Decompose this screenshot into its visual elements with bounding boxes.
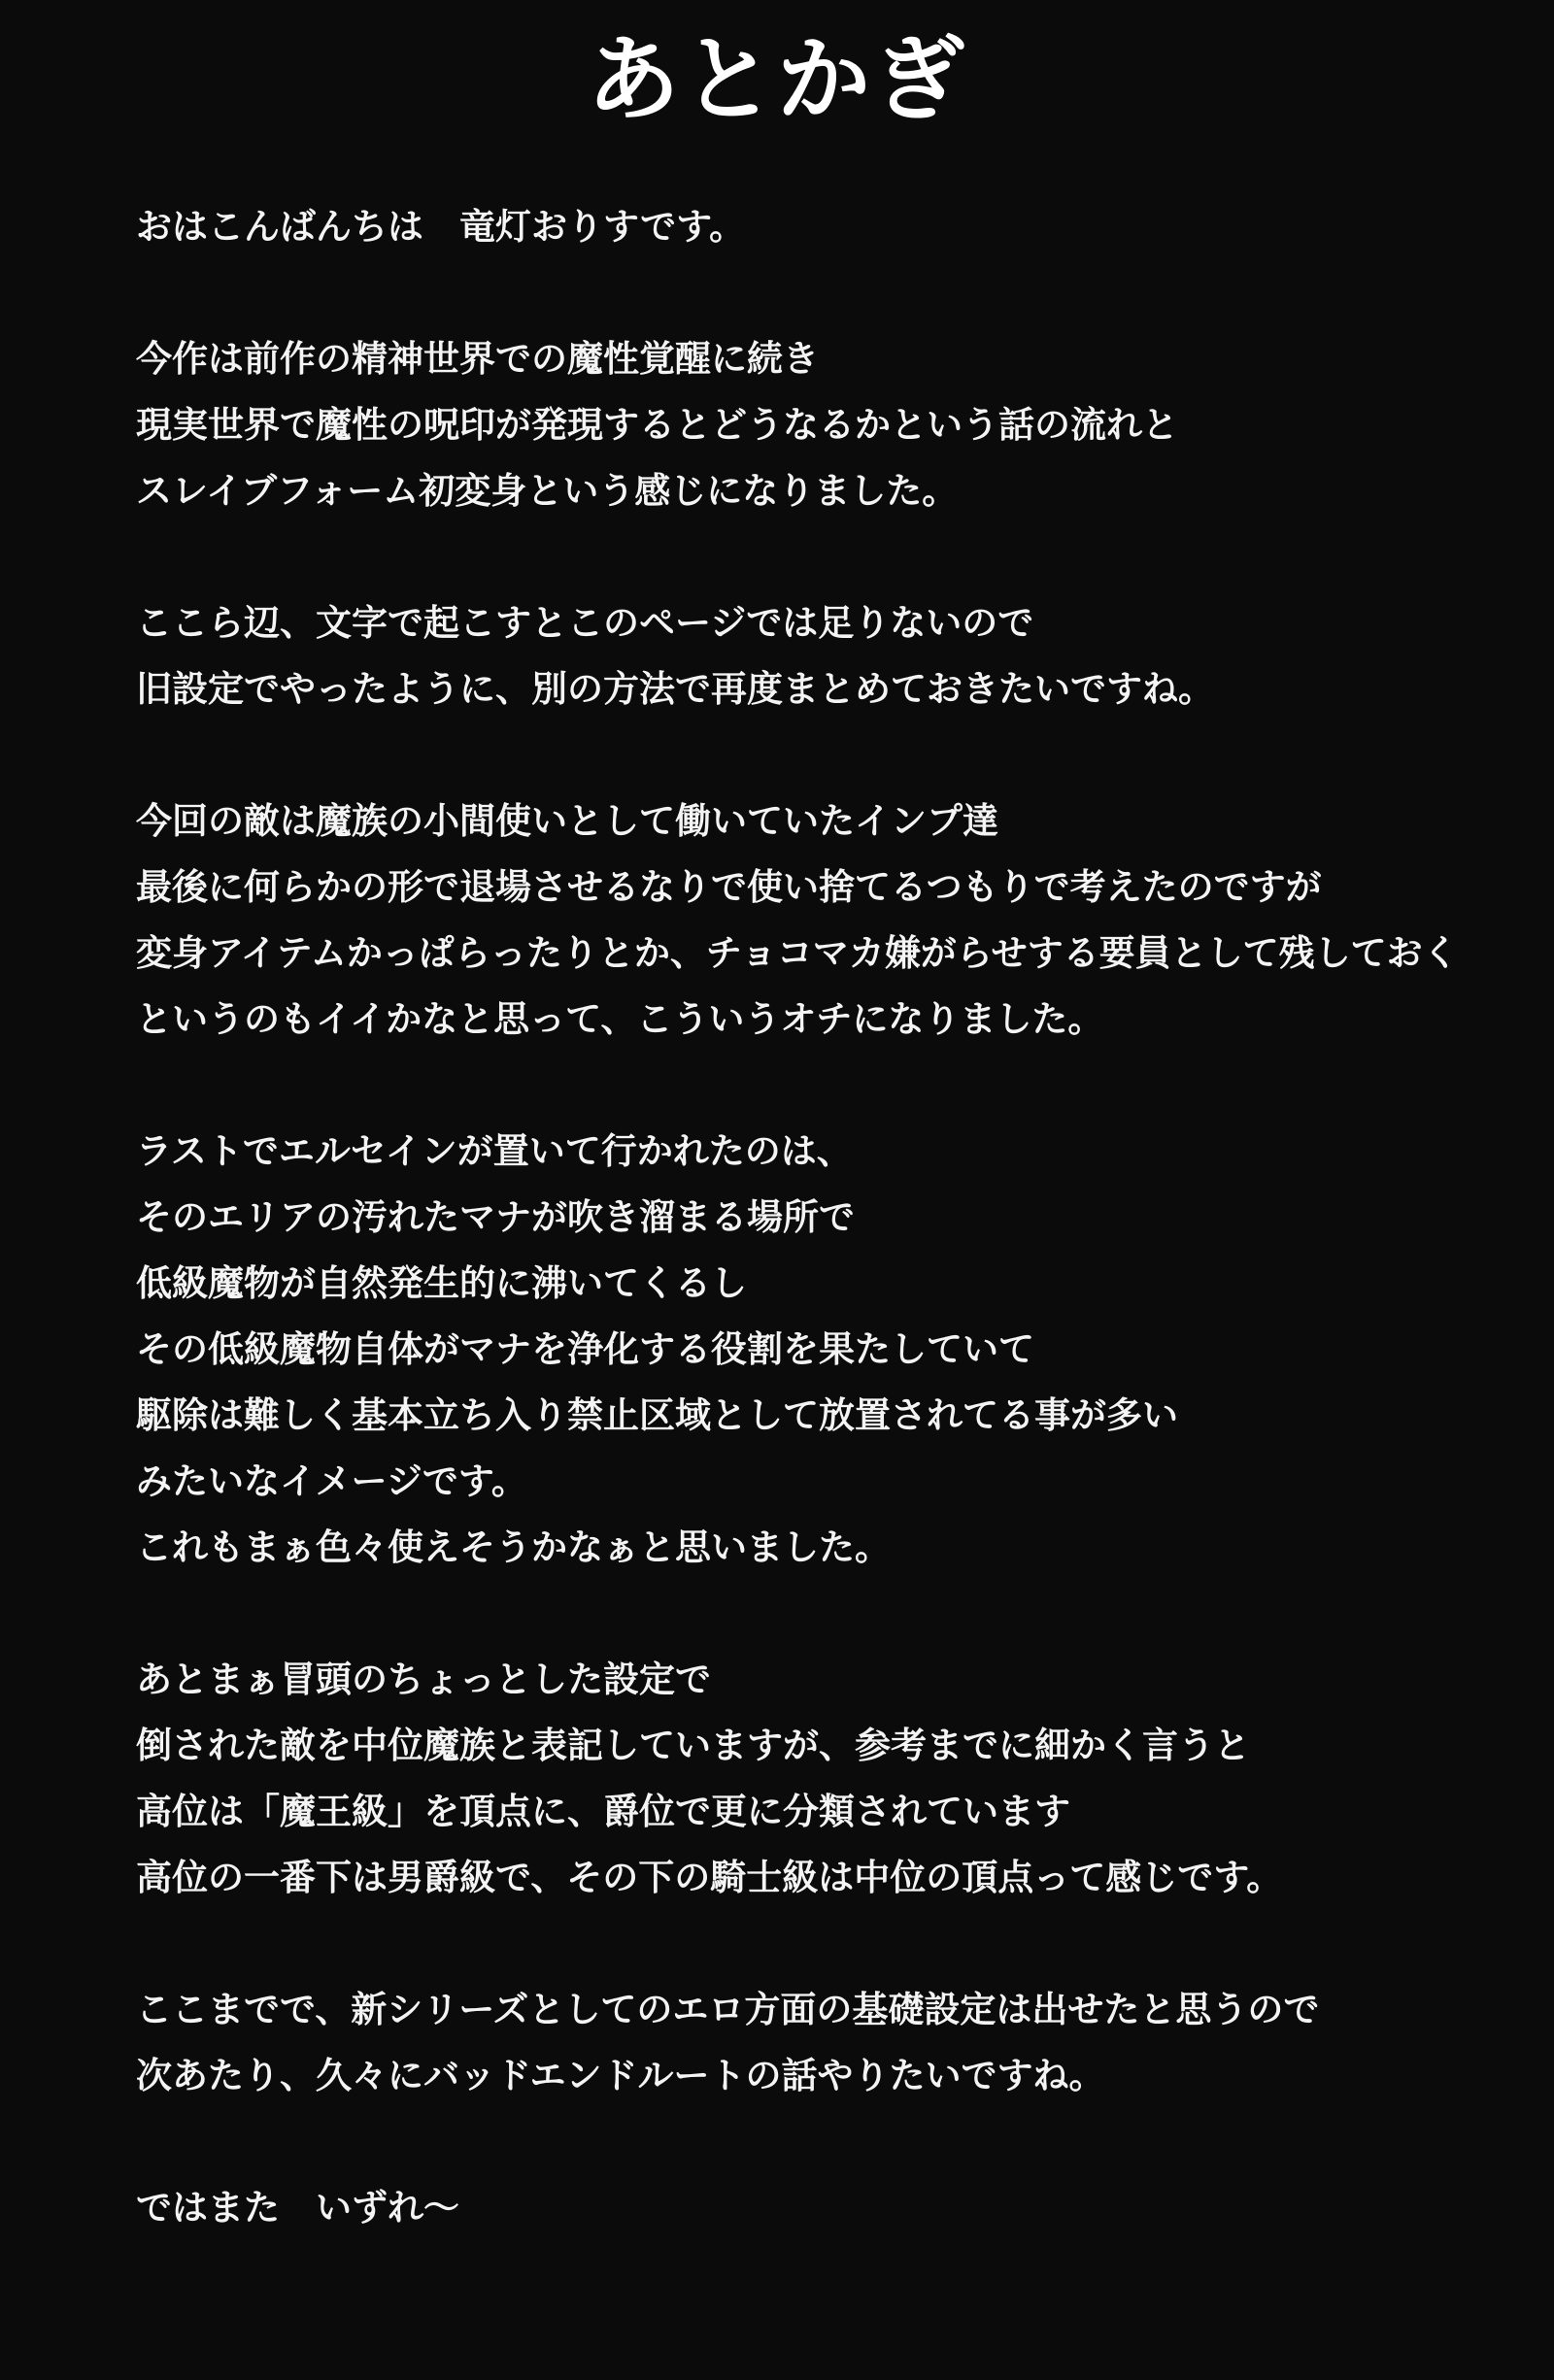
- paragraph-next-plans: [136, 1977, 1515, 2109]
- text-line: 高位の一番下は男爵級で、その下の騎士級は中位の頂点って感じです。: [136, 1857, 1283, 1898]
- paragraph-enemies: [136, 788, 1515, 1053]
- text-line: 最後に何らかの形で退場させるなりで使い捨てるつもりで考えたのですが: [136, 866, 1322, 908]
- text-line: 高位は「魔王級」を頂点に、爵位で更に分類されています: [136, 1791, 1070, 1832]
- text-line: ここまでで、新シリーズとしてのエロ方面の基礎設定は出せたと思うので: [136, 1989, 1320, 2030]
- paragraph-greeting: [136, 194, 1515, 260]
- paragraph-story-summary: [136, 326, 1515, 524]
- page-title: あとかぎ: [587, 25, 967, 134]
- afterword-body: [136, 194, 1515, 2307]
- text-line: おはこんばんちは 竜灯おりすです。: [136, 206, 746, 248]
- text-line: 旧設定でやったように、別の方法で再度まとめておきたいですね。: [136, 668, 1214, 710]
- text-line: そのエリアの汚れたマナが吹き溜まる場所で: [136, 1196, 855, 1238]
- text-line: 低級魔物が自然発生的に沸いてくるし: [136, 1262, 747, 1304]
- text-line: その低級魔物自体がマナを浄化する役割を果たしていて: [136, 1328, 1034, 1370]
- text-line: ではまた いずれ～: [136, 2187, 459, 2229]
- text-line: 今作は前作の精神世界での魔性覚醒に続き: [136, 338, 819, 380]
- paragraph-closing: [136, 2175, 1515, 2241]
- paragraph-demon-ranks: [136, 1647, 1515, 1911]
- text-line: 倒された敵を中位魔族と表記していますが、参考までに細かく言うと: [136, 1725, 1250, 1766]
- text-line: 今回の敵は魔族の小間使いとして働いていたインプ達: [136, 800, 998, 842]
- text-line: あとまぁ冒頭のちょっとした設定で: [136, 1659, 711, 1700]
- text-line: 現実世界で魔性の呪印が発現するとどうなるかという話の流れと: [136, 404, 1178, 446]
- text-line: みたいなイメージです。: [136, 1460, 527, 1502]
- text-line: 次あたり、久々にバッドエンドルートの話やりたいですね。: [136, 2055, 1105, 2096]
- paragraph-settings-note: [136, 590, 1515, 722]
- text-line: これもまぁ色々使えそうかなぁと思いました。: [136, 1526, 891, 1568]
- text-line: 変身アイテムかっぱらったりとか、チョコマカ嫌がらせする要員として残しておく: [136, 932, 1459, 974]
- text-line: ラストでエルセインが置いて行かれたのは、: [136, 1130, 853, 1172]
- text-line: というのもイイかなと思って、こういうオチになりました。: [136, 998, 1104, 1040]
- text-line: ここら辺、文字で起こすとこのページでは足りないので: [136, 602, 1034, 644]
- paragraph-last-scene: [136, 1119, 1515, 1581]
- text-line: スレイブフォーム初変身という感じになりました。: [136, 470, 959, 512]
- text-line: 駆除は難しく基本立ち入り禁止区域として放置されてる事が多い: [136, 1394, 1178, 1436]
